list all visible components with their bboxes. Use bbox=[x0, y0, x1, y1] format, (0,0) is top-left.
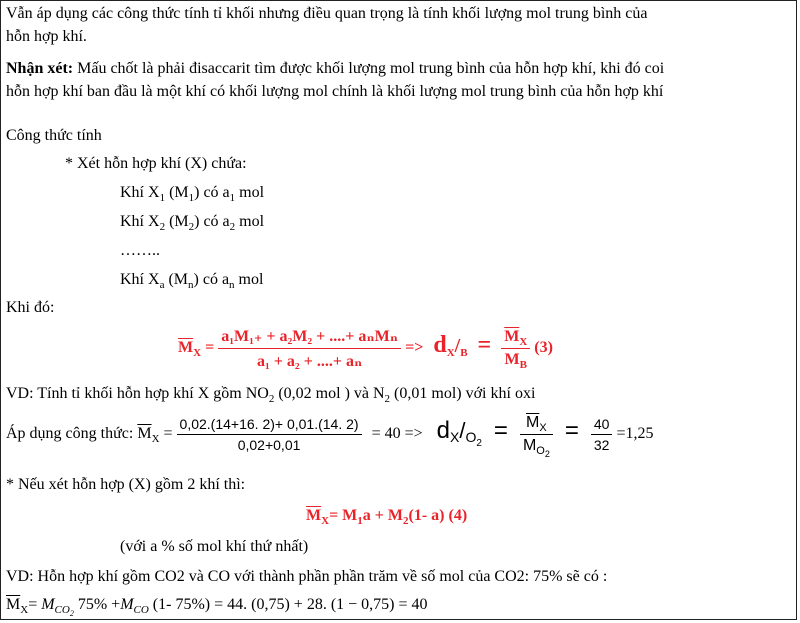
formula-4: $\overline{M}_X= M_1a + M_2(1-$ a) (4) bbox=[306, 507, 468, 527]
formula-heading: Công thức tính bbox=[6, 127, 102, 144]
last-line: $\overline{M}_X= M_{CO2}$ $75\% +M_{CO}$ (1- 75%) = 44. (0,75) + 28. (1 − 0,75) = 40 bbox=[6, 596, 428, 618]
two-gas-heading: * Nếu xét hỗn hợp (X) gồm 2 khí thì: bbox=[6, 476, 246, 493]
apply-fraction: $\frac{0,02.(14+16. 2)+ 0,01.(14. 2)}{0,02+0,01}$ bbox=[177, 416, 362, 453]
example-1: VD: Tính tỉ khối hỗn hợp khí X gồm $NO_2$ (0,02 mol ) và $N_2$ (0,01 mol) với khí oxi bbox=[6, 385, 536, 405]
example-2: VD: Hỗn hợp khí gồm CO2 và CO với thành phần phần trăm về số mol của CO2: 75% sẽ có : bbox=[6, 568, 608, 585]
mixture-item-n: Khí $X_a$ $(M_n)$ có $a_n$ mol bbox=[120, 271, 264, 291]
mixture-item-2: Khí $X_2$ $(M_2)$ có $a_2$ mol bbox=[120, 213, 265, 233]
remark-text-1: Mấu chốt là phải đisaccarit tìm được khối lượng mol trung bình của hỗn hợp khí, khi đó coi bbox=[73, 60, 665, 77]
mixture-item-1: Khí $X_1$ $(M_1)$ có $a_1$ mol bbox=[120, 184, 265, 204]
intro-line-1: Vẫn áp dụng các công thức tính tỉ khối nhưng điều quan trọng là tính khối lượng mol trung bình của bbox=[6, 5, 648, 22]
remark-line-2: hỗn hợp khí ban đầu là một khí có khối lượng mol chính là khối lượng mol trung bình của hỗn hợp khí bbox=[6, 83, 664, 100]
note: (với a % số mol khí thứ nhất) bbox=[120, 538, 309, 555]
apply-number-ratio: $\frac{40}{32}$ bbox=[591, 416, 613, 453]
apply-line: Áp dụng công thức: $\overline{M}_X$ = $\frac{0,02.(14+16. 2)+ 0,01.(14. 2)}{0,02+0,01}$ = $40 => dX/O_2$ = $\frac{\overline{M}_X}{M_{O2}}$ = $\frac{40}{32}$ =1,25 bbox=[6, 414, 654, 459]
mixture-ellipsis: …….. bbox=[120, 242, 160, 259]
when-label: Khi đó: bbox=[6, 299, 55, 316]
intro-line-2: hỗn hợp khí. bbox=[6, 28, 87, 45]
apply-ratio: $\frac{\overline{M}_X}{M_{O2}}$ bbox=[520, 414, 553, 455]
formula-3-fraction: $\frac{\text{a₁M₁₊ + a₂M₂ + ....+ aₙMₙ}}{\text{a₁ + a₂ + ....+ aₙ}}$ bbox=[218, 326, 401, 371]
remark-label: Nhận xét: bbox=[6, 60, 74, 77]
formula-3-ratio: $\frac{\overline{M}_X}{M_B}$ bbox=[501, 328, 530, 369]
remark-line-1 bbox=[6, 59, 664, 79]
formula-3: $\overline{M}_X$ = $\frac{\text{a₁M₁₊ + a₂M₂ + ....+ aₙMₙ}}{\text{a₁ + a₂ + ....+ aₙ}}$ => $d_X/_B$ = $\frac{\overline{M}_X}{M_B}$ (3) bbox=[178, 328, 553, 371]
mixture-intro: * Xét hỗn hợp khí (X) chứa: bbox=[65, 155, 247, 172]
